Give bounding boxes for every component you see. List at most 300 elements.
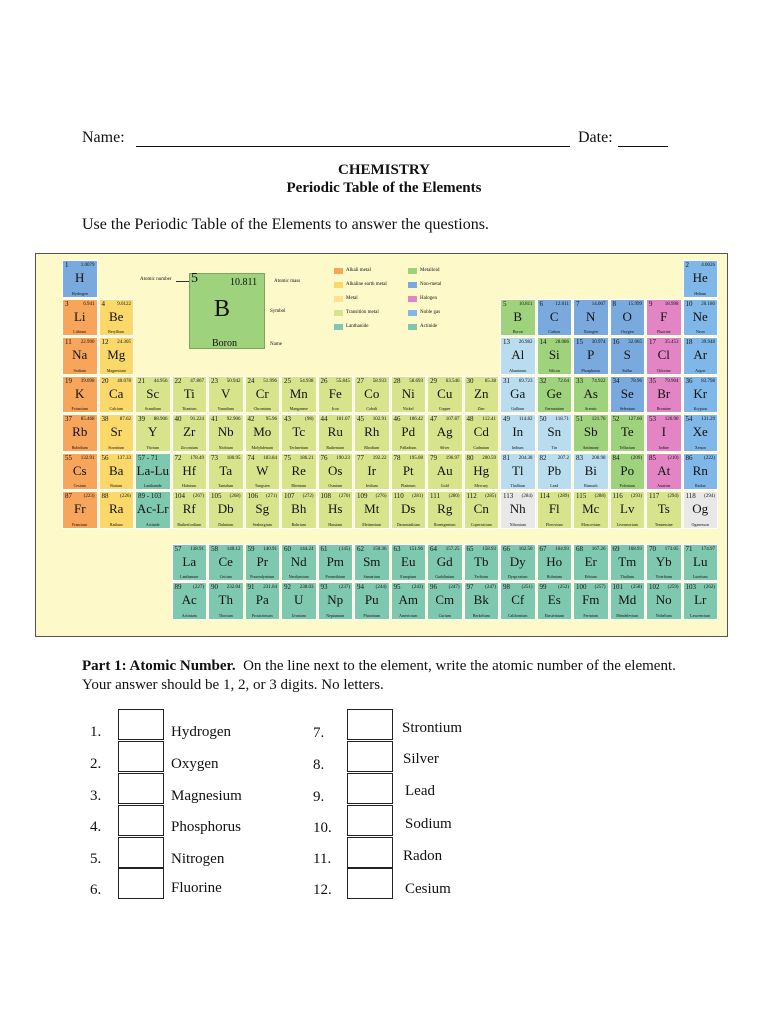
atomic-number: 80 bbox=[466, 453, 474, 462]
atomic-number: 10 bbox=[685, 299, 693, 308]
atomic-number: 72 bbox=[174, 453, 182, 462]
answer-box[interactable] bbox=[118, 805, 164, 836]
atomic-mass: 85.468 bbox=[80, 417, 95, 422]
element-symbol: Pu bbox=[364, 592, 379, 607]
atomic-mass: 55.845 bbox=[336, 378, 350, 384]
element-symbol: Sr bbox=[110, 424, 123, 439]
atomic-number: 46 bbox=[393, 415, 401, 423]
element-name: Zirconium bbox=[180, 444, 198, 450]
atomic-number: 71 bbox=[685, 544, 693, 553]
atomic-mass: 195.08 bbox=[409, 455, 423, 461]
atomic-number: 67 bbox=[539, 544, 547, 553]
element-xe bbox=[683, 414, 719, 452]
atomic-number: 7 bbox=[576, 299, 580, 308]
element-rf bbox=[172, 491, 208, 529]
element-name: Nitrogen bbox=[583, 329, 598, 334]
element-symbol: Ds bbox=[401, 501, 416, 516]
atomic-mass: (289) bbox=[558, 494, 569, 499]
atomic-number: 79 bbox=[430, 453, 437, 462]
atomic-mass: 157.25 bbox=[445, 546, 460, 552]
atomic-number: 115 bbox=[576, 492, 587, 500]
atomic-mass: (145) bbox=[339, 546, 350, 552]
element-name: Helium bbox=[694, 290, 707, 296]
atomic-number: 49 bbox=[503, 415, 510, 423]
question-number: 12. bbox=[313, 882, 332, 898]
legend-swatch bbox=[408, 282, 417, 288]
element-no bbox=[646, 582, 682, 620]
atomic-mass: 121.76 bbox=[591, 417, 606, 422]
element-symbol: Po bbox=[620, 462, 635, 478]
element-o bbox=[610, 299, 646, 337]
element-mg bbox=[99, 337, 135, 375]
key-atomic-number: 5 bbox=[191, 271, 198, 286]
atomic-mass: (288) bbox=[594, 494, 606, 499]
atomic-number: 78 bbox=[393, 453, 401, 462]
atomic-number: 3 bbox=[65, 299, 69, 308]
element-name: Promethium bbox=[325, 574, 346, 579]
element-name: Silver bbox=[439, 444, 450, 450]
atomic-mass: 6.941 bbox=[83, 301, 95, 307]
element-symbol: V bbox=[221, 385, 231, 401]
atomic-mass: 196.97 bbox=[445, 455, 460, 461]
atomic-mass: 44.956 bbox=[153, 378, 168, 384]
element-pr bbox=[245, 544, 281, 582]
element-symbol: Ar bbox=[693, 347, 708, 362]
legend-label: Halogen bbox=[420, 296, 437, 301]
atomic-number: 15 bbox=[576, 338, 583, 346]
element-og bbox=[683, 491, 719, 529]
element-symbol: Bk bbox=[473, 592, 489, 607]
atomic-mass: 207.2 bbox=[557, 455, 569, 461]
element-name: Platinum bbox=[401, 483, 416, 488]
legend-swatch bbox=[334, 282, 343, 288]
element-name: Actinide bbox=[145, 521, 160, 527]
element-symbol: Al bbox=[511, 347, 525, 362]
atomic-number: 52 bbox=[612, 415, 620, 423]
element-name: Argon bbox=[695, 367, 706, 373]
element-ba bbox=[99, 453, 135, 491]
element-ga bbox=[500, 376, 536, 414]
atomic-number: 33 bbox=[576, 376, 583, 385]
atomic-number: 95 bbox=[393, 583, 401, 591]
element-ts bbox=[646, 491, 682, 529]
element-symbol: Th bbox=[218, 592, 233, 607]
element-symbol: Ni bbox=[401, 385, 415, 401]
element-symbol: Nh bbox=[509, 501, 526, 516]
atomic-number: 27 bbox=[357, 376, 364, 385]
element-symbol: Md bbox=[618, 592, 637, 607]
legend-swatch bbox=[334, 324, 343, 330]
atomic-number: 58 bbox=[211, 544, 218, 553]
element-symbol: Y bbox=[148, 424, 158, 439]
element-symbol: Kr bbox=[693, 385, 708, 401]
question-number: 4. bbox=[90, 819, 102, 835]
atomic-mass: 1.0079 bbox=[80, 263, 95, 268]
element-symbol: Te bbox=[620, 424, 634, 439]
answer-box[interactable] bbox=[118, 709, 164, 740]
answer-box[interactable] bbox=[347, 741, 393, 772]
key-atomic-mass: 10.811 bbox=[230, 277, 258, 288]
element-name: Aluminum bbox=[509, 367, 527, 373]
element-pd bbox=[391, 414, 427, 452]
question-element: Fluorine bbox=[171, 880, 222, 896]
atomic-number: 45 bbox=[357, 415, 364, 423]
question-element: Oxygen bbox=[171, 756, 219, 772]
element-name: Actinium bbox=[181, 612, 197, 618]
element-s bbox=[610, 337, 646, 375]
atomic-number: 31 bbox=[503, 376, 510, 385]
atomic-mass: 87.62 bbox=[119, 417, 131, 422]
element-name: Seaborgium bbox=[252, 521, 272, 527]
atomic-number: 25 bbox=[284, 376, 291, 385]
atomic-mass: (210) bbox=[667, 455, 679, 461]
element-symbol: He bbox=[692, 270, 708, 285]
element-name: Cesium bbox=[73, 483, 86, 488]
element-name: Thulium bbox=[620, 574, 635, 579]
atomic-mass: 54.938 bbox=[299, 378, 314, 384]
element-symbol: Eu bbox=[401, 553, 416, 569]
element-symbol: Nd bbox=[290, 553, 307, 569]
atomic-number: 96 bbox=[430, 583, 437, 591]
legend-label: Alkali metal bbox=[346, 268, 371, 273]
atomic-number: 18 bbox=[685, 338, 693, 346]
atomic-number: 13 bbox=[503, 338, 510, 346]
element-rg bbox=[427, 491, 463, 529]
element-name: Tungsten bbox=[254, 483, 270, 488]
element-symbol: Ra bbox=[109, 501, 124, 516]
atomic-number: 110 bbox=[393, 492, 404, 500]
atomic-number: 24 bbox=[247, 376, 255, 385]
element-sn bbox=[537, 414, 573, 452]
atomic-mass: 88.906 bbox=[153, 417, 168, 422]
element-name: Oganesson bbox=[691, 521, 710, 527]
element-ca bbox=[99, 376, 135, 414]
element-symbol: Rf bbox=[182, 501, 196, 516]
question-element: Phosphorus bbox=[171, 819, 242, 835]
element-ir bbox=[354, 453, 390, 491]
element-symbol: F bbox=[660, 308, 668, 324]
atomic-mass: (98) bbox=[305, 417, 314, 422]
atomic-mass: 50.942 bbox=[226, 378, 241, 384]
element-h bbox=[62, 260, 98, 298]
element-name: Neodymium bbox=[288, 574, 309, 579]
element-u bbox=[281, 582, 317, 620]
atomic-mass: 47.867 bbox=[190, 378, 204, 384]
element-sb bbox=[573, 414, 609, 452]
atomic-mass: 178.49 bbox=[190, 455, 204, 461]
element-symbol: Li bbox=[73, 308, 86, 324]
atomic-mass: (268) bbox=[229, 494, 241, 499]
atomic-number: 70 bbox=[649, 544, 656, 553]
element-ta bbox=[208, 453, 244, 491]
atomic-number: 101 bbox=[612, 583, 623, 591]
element-ru bbox=[318, 414, 354, 452]
atomic-mass: 183.84 bbox=[263, 455, 277, 461]
question-element: Cesium bbox=[405, 881, 451, 897]
element-hs bbox=[318, 491, 354, 529]
atomic-mass: (293) bbox=[631, 494, 642, 499]
element-po bbox=[610, 453, 646, 491]
answer-box[interactable] bbox=[118, 773, 164, 804]
element-k bbox=[62, 376, 98, 414]
element-name: Berkelium bbox=[472, 612, 490, 618]
element-symbol: Lv bbox=[620, 501, 635, 516]
element-name: Uranium bbox=[291, 612, 306, 618]
element-zr bbox=[172, 414, 208, 452]
answer-box[interactable] bbox=[347, 709, 393, 740]
element-name: Iodine bbox=[658, 444, 669, 450]
element-dy bbox=[500, 544, 536, 582]
atomic-mass: (222) bbox=[704, 455, 715, 461]
atomic-mass: (271) bbox=[266, 494, 277, 499]
element-name: Bohrium bbox=[291, 521, 306, 527]
name-label: Name: bbox=[82, 129, 125, 146]
element-sc bbox=[135, 376, 171, 414]
atomic-number: 81 bbox=[503, 453, 510, 462]
date-label: Date: bbox=[578, 129, 613, 146]
atomic-number: 94 bbox=[357, 583, 364, 591]
atomic-mass: 69.723 bbox=[518, 378, 533, 384]
element-symbol: Fr bbox=[73, 501, 86, 516]
element-symbol: Be bbox=[109, 308, 124, 324]
atomic-mass: 151.96 bbox=[409, 546, 423, 552]
element-mt bbox=[354, 491, 390, 529]
atomic-mass: 186.21 bbox=[299, 455, 314, 461]
atomic-mass: 30.974 bbox=[591, 340, 606, 345]
element-n bbox=[573, 299, 609, 337]
atomic-number: 44 bbox=[320, 415, 328, 423]
atomic-number: 1 bbox=[65, 261, 69, 269]
legend bbox=[334, 268, 464, 338]
atomic-number: 117 bbox=[649, 492, 660, 500]
element-symbol: Xe bbox=[692, 424, 708, 439]
element-symbol: Ts bbox=[657, 501, 670, 516]
atomic-mass: (285) bbox=[485, 494, 496, 499]
answer-box[interactable] bbox=[347, 773, 393, 804]
element-name: Vanadium bbox=[217, 406, 234, 411]
element-name: Gadolinium bbox=[435, 574, 455, 579]
element-name: Molybdenum bbox=[251, 444, 274, 450]
atomic-mass: 208.98 bbox=[591, 455, 606, 461]
date-field[interactable] bbox=[618, 146, 668, 147]
element-pu bbox=[354, 582, 390, 620]
element-symbol: Rg bbox=[437, 501, 453, 516]
atomic-number: 55 bbox=[65, 453, 72, 462]
element-symbol: Cs bbox=[72, 462, 87, 478]
atomic-mass: 51.996 bbox=[263, 378, 277, 384]
legend-label: Metalloid bbox=[420, 268, 440, 273]
atomic-mass: 14.007 bbox=[591, 301, 606, 307]
element-symbol: Pd bbox=[401, 424, 416, 439]
element-name: Polonium bbox=[619, 483, 636, 488]
key-name: Boron bbox=[212, 338, 237, 349]
element-symbol: Zr bbox=[183, 424, 196, 439]
element-name: Lead bbox=[550, 483, 559, 488]
element-nd bbox=[281, 544, 317, 582]
atomic-number: 26 bbox=[320, 376, 328, 385]
element-name: Copper bbox=[438, 406, 451, 411]
question-number: 9. bbox=[313, 789, 325, 805]
atomic-number: 109 bbox=[357, 492, 368, 500]
atomic-mass: (281) bbox=[412, 494, 423, 499]
element-se bbox=[610, 376, 646, 414]
answer-box[interactable] bbox=[118, 741, 164, 772]
element-symbol: Ga bbox=[510, 385, 526, 401]
element-he bbox=[683, 260, 719, 298]
atomic-number: 22 bbox=[174, 376, 182, 385]
answer-box[interactable] bbox=[347, 868, 393, 899]
atomic-number: 21 bbox=[138, 376, 145, 385]
atomic-number: 11 bbox=[65, 338, 72, 346]
element-name: Gallium bbox=[511, 406, 525, 411]
atomic-number: 59 bbox=[247, 544, 255, 553]
atomic-number: 102 bbox=[649, 583, 660, 591]
element-symbol: Fm bbox=[582, 592, 600, 607]
question-number: 8. bbox=[313, 757, 325, 773]
element-symbol: Es bbox=[547, 592, 561, 607]
element-symbol: Sc bbox=[146, 385, 160, 401]
answer-box[interactable] bbox=[347, 805, 393, 836]
atomic-mass: (259) bbox=[667, 585, 679, 590]
element-er bbox=[573, 544, 609, 582]
element-name: Beryllium bbox=[108, 329, 125, 334]
element-name: Indium bbox=[511, 444, 524, 450]
element-cd bbox=[464, 414, 500, 452]
element-name: Protactinium bbox=[251, 612, 273, 618]
element-lu bbox=[683, 544, 719, 582]
atomic-number: 60 bbox=[284, 544, 291, 553]
atomic-number: 86 bbox=[685, 453, 693, 462]
element-name: Darmstadtium bbox=[396, 521, 420, 527]
legend-label: Noble gas bbox=[420, 310, 441, 315]
atomic-mass: 28.086 bbox=[555, 340, 569, 345]
atomic-mass: (284) bbox=[521, 494, 533, 499]
atomic-number: 56 bbox=[101, 453, 109, 462]
atomic-number: 85 bbox=[649, 453, 656, 462]
atomic-number: 64 bbox=[430, 544, 437, 553]
atomic-mass: (237) bbox=[339, 585, 350, 590]
element-name: Iron bbox=[331, 406, 339, 411]
element-db bbox=[208, 491, 244, 529]
question-number: 10. bbox=[313, 820, 332, 836]
legend-label: Metal bbox=[346, 296, 358, 301]
atomic-number: 114 bbox=[539, 492, 550, 500]
atomic-number: 35 bbox=[649, 376, 656, 385]
atomic-mass: 24.305 bbox=[117, 340, 131, 345]
atomic-mass: (243) bbox=[412, 585, 423, 590]
atomic-mass: 137.33 bbox=[117, 455, 131, 461]
atomic-number: 113 bbox=[503, 492, 514, 500]
atomic-number: 12 bbox=[101, 338, 109, 346]
element-name: Hydrogen bbox=[71, 290, 88, 296]
element-symbol: Pm bbox=[326, 553, 344, 569]
answer-box[interactable] bbox=[118, 868, 164, 899]
atomic-number: 61 bbox=[320, 544, 328, 553]
atomic-mass: (258) bbox=[631, 585, 642, 590]
element-name: Bromine bbox=[656, 406, 671, 411]
element-symbol: Ho bbox=[546, 553, 563, 569]
atomic-number: 29 bbox=[430, 376, 437, 385]
atomic-number: 106 bbox=[247, 492, 258, 500]
element-symbol: Si bbox=[548, 347, 560, 362]
page-title: Periodic Table of the Elements bbox=[286, 180, 482, 196]
atomic-mass: (294) bbox=[704, 494, 715, 499]
element-name: Cadmium bbox=[473, 444, 490, 450]
element-name: Sulfur bbox=[622, 367, 633, 373]
question-number: 7. bbox=[313, 725, 325, 741]
element-symbol: Sn bbox=[547, 424, 562, 439]
element-yb bbox=[646, 544, 682, 582]
atomic-mass: (227) bbox=[193, 585, 204, 590]
element-symbol: C bbox=[549, 308, 559, 324]
atomic-mass: 20.180 bbox=[701, 301, 715, 307]
element-gd bbox=[427, 544, 463, 582]
element-th bbox=[208, 582, 244, 620]
element-symbol: B bbox=[513, 308, 523, 324]
element-symbol: Fl bbox=[548, 501, 560, 516]
element-fl bbox=[537, 491, 573, 529]
element-name: Radium bbox=[109, 521, 123, 527]
element-symbol: Nb bbox=[217, 424, 234, 439]
atomic-number: 51 bbox=[576, 415, 583, 423]
atomic-number: 34 bbox=[612, 376, 620, 385]
element-symbol: Fe bbox=[328, 385, 342, 401]
element-lr bbox=[683, 582, 719, 620]
element-cs bbox=[62, 453, 98, 491]
legend-label: Transition metal bbox=[346, 310, 379, 315]
atomic-number: 103 bbox=[685, 583, 696, 591]
atomic-mass: 204.38 bbox=[518, 455, 533, 461]
element-li bbox=[62, 299, 98, 337]
element-name: Livermorium bbox=[616, 521, 638, 527]
element-rn bbox=[683, 453, 719, 491]
legend-swatch bbox=[408, 310, 417, 316]
element-symbol: Sg bbox=[255, 501, 270, 516]
name-field[interactable] bbox=[136, 146, 570, 147]
question-element: Magnesium bbox=[171, 788, 242, 804]
element-symbol: Hs bbox=[328, 501, 343, 516]
atomic-number: 84 bbox=[612, 453, 620, 462]
element-name: Niobium bbox=[218, 444, 233, 450]
element-symbol: H bbox=[75, 270, 85, 285]
atomic-number: 88 bbox=[101, 492, 109, 500]
answer-box[interactable] bbox=[347, 837, 393, 868]
element-sm bbox=[354, 544, 390, 582]
element-symbol: At bbox=[657, 462, 671, 478]
element-name: Hassium bbox=[328, 521, 343, 527]
atomic-mass: 18.998 bbox=[664, 301, 679, 307]
element-name: Germanium bbox=[544, 406, 564, 411]
legend-label: Lanthanide bbox=[346, 324, 369, 329]
atomic-number: 77 bbox=[357, 453, 364, 462]
atomic-number: 82 bbox=[539, 453, 547, 462]
atomic-number: 89 - 103 bbox=[138, 492, 162, 500]
element-name: Rutherfordium bbox=[177, 521, 202, 527]
element-pm bbox=[318, 544, 354, 582]
element-symbol: Hf bbox=[182, 462, 197, 478]
element-tm bbox=[610, 544, 646, 582]
answer-box[interactable] bbox=[118, 837, 164, 868]
element-name: Carbon bbox=[548, 329, 561, 334]
element-name: Moscovium bbox=[581, 521, 601, 527]
element-name: Einsteinium bbox=[544, 612, 564, 618]
atomic-number: 2 bbox=[685, 261, 689, 269]
element-name: Barium bbox=[110, 483, 123, 488]
element-symbol: Cm bbox=[435, 592, 455, 607]
atomic-mass: 167.26 bbox=[591, 546, 606, 552]
element-be bbox=[99, 299, 135, 337]
element-pb bbox=[537, 453, 573, 491]
